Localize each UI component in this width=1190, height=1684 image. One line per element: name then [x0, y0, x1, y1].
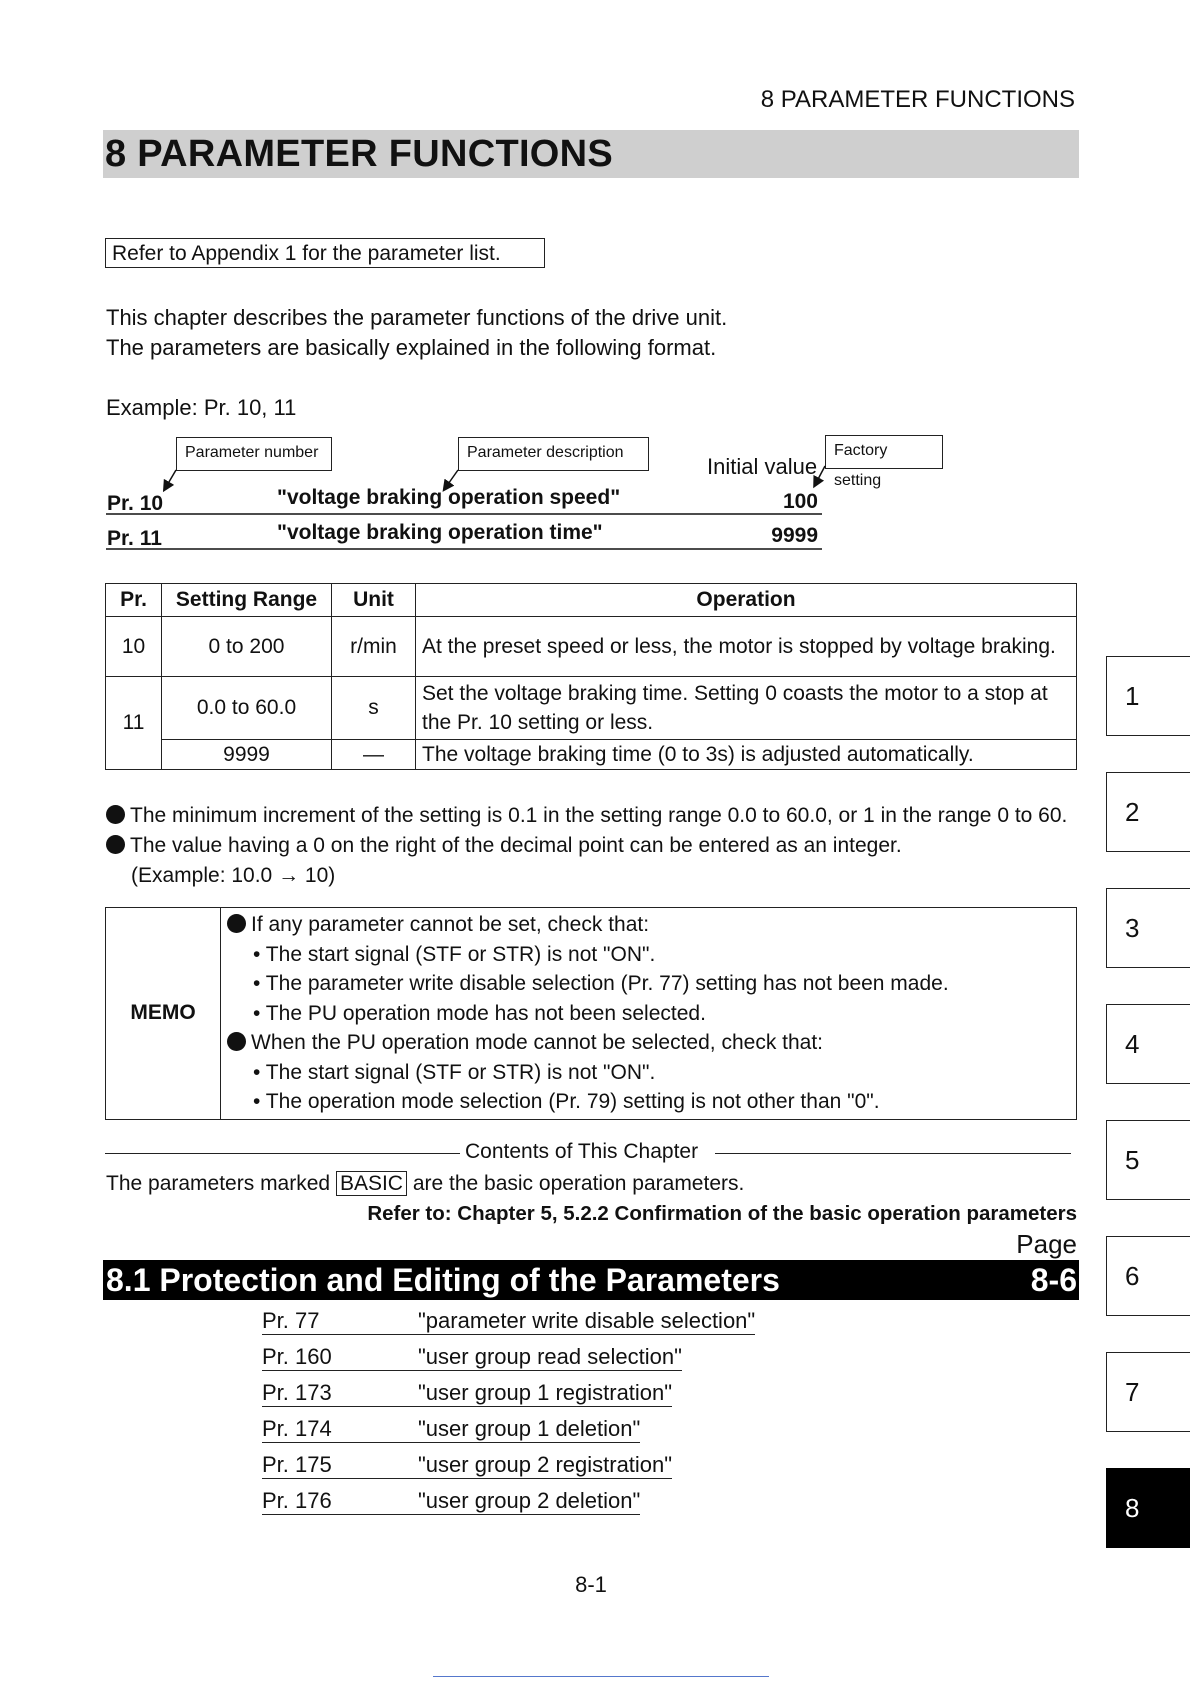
section-title: 8.1 Protection and Editing of the Parameters [106, 1262, 780, 1298]
memo-line: If any parameter cannot be set, check that: [227, 910, 1070, 940]
memo-line: • The start signal (STF or STR) is not "ON". [253, 942, 656, 966]
header-operation: Operation [416, 584, 1077, 617]
cell-range: 0.0 to 60.0 [162, 677, 332, 740]
running-header: 8 PARAMETER FUNCTIONS [760, 86, 1075, 113]
cell-unit: — [332, 740, 416, 770]
header-unit: Unit [332, 584, 416, 617]
callout-parameter-description: Parameter description [458, 437, 649, 471]
header-pr: Pr. [106, 584, 162, 617]
arrow-parameter-number [166, 470, 176, 487]
toc-item-pr: Pr. 176 [262, 1488, 418, 1515]
cell-operation: At the preset speed or less, the motor is stopped by voltage braking. [416, 617, 1077, 677]
chapter-tab-1[interactable]: 1 [1106, 656, 1190, 736]
callout-factory-setting: Factory setting [825, 435, 943, 469]
callout-parameter-number: Parameter number [176, 437, 332, 471]
toc-item-pr: Pr. 77 [262, 1308, 418, 1335]
note-increment [106, 804, 1067, 828]
chapter-tab-2[interactable]: 2 [1106, 772, 1190, 852]
note-integer [106, 834, 902, 858]
toc-item-name: "user group 1 registration" [418, 1380, 673, 1405]
toc-item-pr: Pr. 175 [262, 1452, 418, 1479]
table-row [106, 617, 1077, 677]
toc-item[interactable] [262, 1488, 640, 1515]
page-column-label: Page [1016, 1229, 1077, 1259]
toc-item-name: "user group 1 deletion" [418, 1416, 641, 1441]
cell-unit: r/min [332, 617, 416, 677]
basic-reference: Refer to: Chapter 5, 5.2.2 Confirmation of the basic operation parameters [367, 1202, 1077, 1225]
toc-item[interactable] [262, 1416, 640, 1443]
chapter-tab-7[interactable]: 7 [1106, 1352, 1190, 1432]
example-label: Example: Pr. 10, 11 [106, 395, 297, 420]
setting-table-header [106, 584, 1077, 617]
bullet-icon [227, 1032, 246, 1051]
basic-note-prefix: The parameters marked [106, 1172, 331, 1195]
example-row-1-description: "voltage braking operation speed" [277, 486, 621, 509]
table-row [106, 677, 1077, 740]
memo-line: When the PU operation mode cannot be selected, check that: [227, 1028, 1070, 1058]
cell-pr: 11 [106, 677, 162, 770]
toc-item[interactable] [262, 1452, 672, 1479]
initial-value-label: Initial value [707, 454, 818, 479]
table-row [106, 740, 1077, 770]
contents-heading: Contents of This Chapter [465, 1140, 699, 1163]
toc-item-name: "parameter write disable selection" [418, 1308, 756, 1333]
toc-item-pr: Pr. 160 [262, 1344, 418, 1371]
toc-item-name: "user group 2 deletion" [418, 1488, 641, 1513]
memo-line: • The parameter write disable selection (Pr. 77) setting has not been made. [253, 972, 949, 995]
toc-item[interactable] [262, 1344, 682, 1371]
example-row-1-number: Pr. 10 [107, 492, 164, 515]
memo-line: • The operation mode selection (Pr. 79) setting is not other than "0". [253, 1090, 880, 1113]
cell-unit: s [332, 677, 416, 740]
memo-box [105, 907, 1077, 1120]
chapter-tab-4[interactable]: 4 [1106, 1004, 1190, 1084]
note-integer-text: The value having a 0 on the right of the decimal point can be entered as an integer. [130, 834, 902, 857]
section-page: 8-6 [1030, 1262, 1077, 1298]
note-integer-example: (Example: 10.0 → 10) [131, 864, 336, 887]
cell-range: 9999 [162, 740, 332, 770]
contents-rule-left [105, 1153, 460, 1154]
setting-table [105, 583, 1077, 770]
chapter-tab-3[interactable]: 3 [1106, 888, 1190, 968]
toc-item-name: "user group read selection" [418, 1344, 682, 1369]
bullet-icon [227, 914, 246, 933]
toc-item-pr: Pr. 174 [262, 1416, 418, 1443]
chapter-tab-6[interactable]: 6 [1106, 1236, 1190, 1316]
page-number: 8-1 [575, 1572, 607, 1597]
cell-operation: The voltage braking time (0 to 3s) is adjusted automatically. [416, 740, 1077, 770]
basic-note [106, 1172, 744, 1196]
appendix-reference-box: Refer to Appendix 1 for the parameter list. [105, 238, 545, 268]
basic-tag: BASIC [336, 1171, 407, 1196]
bullet-icon [106, 835, 125, 854]
intro-line-2: The parameters are basically explained in the following format. [106, 335, 717, 360]
cell-range: 0 to 200 [162, 617, 332, 677]
toc-item[interactable] [262, 1308, 755, 1335]
intro-line-1: This chapter describes the parameter functions of the drive unit. [106, 305, 728, 330]
memo-line: • The PU operation mode has not been selected. [253, 1001, 706, 1025]
toc-item-pr: Pr. 173 [262, 1380, 418, 1407]
arrow-parameter-description [446, 470, 458, 487]
example-row-2-number: Pr. 11 [107, 527, 162, 550]
cell-operation: Set the voltage braking time. Setting 0 coasts the motor to a stop at the Pr. 10 setting or less. [416, 677, 1077, 740]
arrow-factory-setting [816, 466, 825, 483]
callout-arrows [0, 0, 1190, 560]
contents-rule-right [715, 1153, 1071, 1154]
bullet-icon [106, 805, 125, 824]
memo-line: • The start signal (STF or STR) is not "ON". [253, 1060, 656, 1084]
example-row-1-value: 100 [782, 490, 818, 513]
contents-heading-row [105, 1140, 1071, 1166]
header-setting-range: Setting Range [162, 584, 332, 617]
footer-link-rule [433, 1676, 769, 1677]
toc-item[interactable] [262, 1380, 672, 1407]
cell-pr: 10 [106, 617, 162, 677]
chapter-title: 8 PARAMETER FUNCTIONS [105, 133, 614, 175]
example-row-2-description: "voltage braking operation time" [277, 521, 603, 544]
chapter-tab-5[interactable]: 5 [1106, 1120, 1190, 1200]
memo-label: MEMO [106, 908, 221, 1120]
toc-item-name: "user group 2 registration" [418, 1452, 673, 1477]
note-increment-text: The minimum increment of the setting is 0.1 in the setting range 0.0 to 60.0, or 1 in the range 0 to 60. [130, 804, 1068, 827]
basic-note-suffix: are the basic operation parameters. [412, 1172, 745, 1195]
chapter-tab-8[interactable]: 8 [1106, 1468, 1190, 1548]
example-row-2-value: 9999 [771, 524, 818, 547]
memo-content [221, 908, 1077, 1120]
